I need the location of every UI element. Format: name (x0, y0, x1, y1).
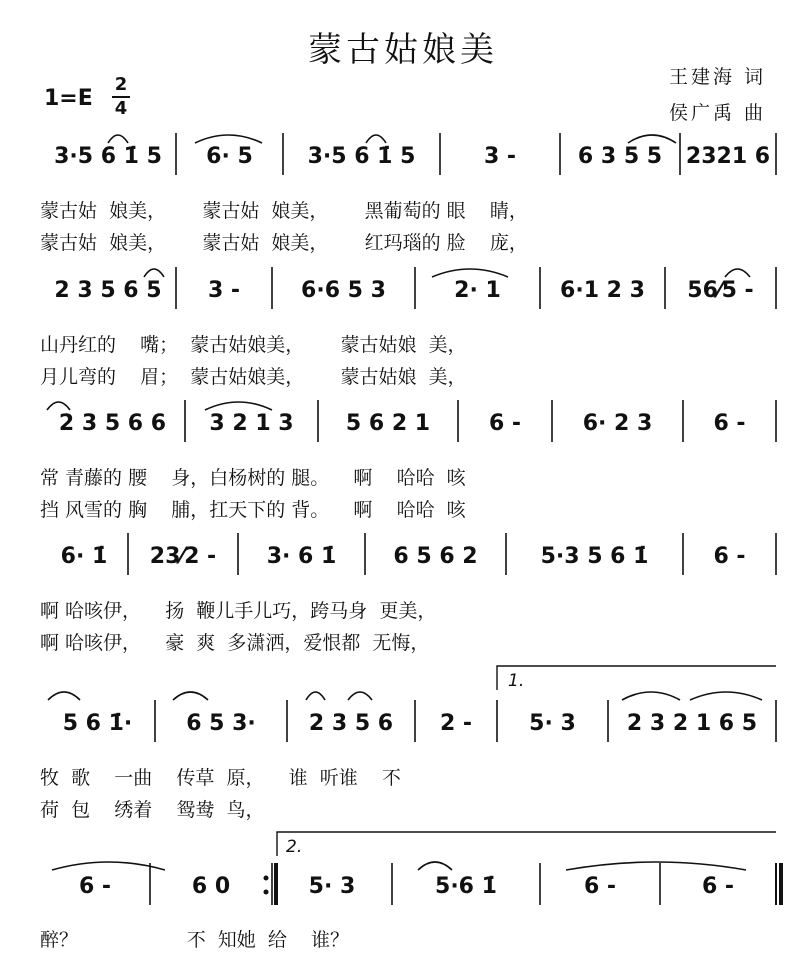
tie-arc (144, 269, 164, 277)
tie-arc (366, 135, 386, 143)
measure-notes: 6 3 5 5 (577, 144, 663, 169)
lyric-line: 醉？ 不 知她 给 谁？ (40, 929, 350, 951)
measure-notes: 56⁄5 - (687, 278, 754, 303)
measure-notes: 6 5 6 2 (393, 544, 478, 569)
measure-notes: 2· 1 (454, 278, 501, 303)
tie-arc (173, 692, 208, 700)
tie-arc (108, 135, 128, 143)
measure-notes: 5· 3 (308, 874, 356, 899)
tie-arc (628, 135, 676, 143)
tie-arc (52, 862, 165, 870)
lyric-line: 蒙古姑 娘美， 蒙古姑 娘美， 红玛瑙的 脸 庞， (40, 232, 528, 254)
repeat-dot (264, 890, 269, 895)
measure-notes: 2 3 5 6 5 (54, 278, 162, 303)
repeat-dot (264, 876, 269, 881)
time-signature-top: 2 (114, 74, 128, 95)
tie-arc (205, 402, 272, 410)
time-signature-bottom: 4 (112, 96, 130, 120)
measure-notes: 3 - (483, 144, 517, 169)
measure-notes: 3·5 6 1̇ 5 (54, 144, 162, 169)
measure-notes: 6 0 (191, 874, 231, 899)
measure-notes: 23⁄2 - (149, 544, 217, 569)
lyric-line: 月儿弯的 眉； 蒙古姑娘美， 蒙古姑娘 美， (40, 366, 467, 388)
song-title: 蒙古姑娘美 (308, 30, 498, 70)
volta-1-bracket (497, 666, 776, 690)
measure-notes: 5 6 1̇· (62, 711, 133, 736)
measure-notes: 2321 6 (685, 144, 771, 169)
lyric-line: 啊 哈咳伊， 扬 鞭儿手儿巧，跨马身 更美， (40, 600, 437, 622)
measure-notes: 6 - (713, 411, 746, 436)
measure-notes: 6·6 5 3 (301, 278, 386, 303)
measure-notes: 5 6 2 1 (345, 411, 431, 436)
measure-notes: 3·5 6 1̇ 5 (307, 144, 416, 169)
lyric-line: 山丹红的 嘴； 蒙古姑娘美， 蒙古姑娘 美， (40, 334, 467, 356)
measure-notes: 3 - (207, 278, 241, 303)
measure-notes: 6 - (78, 874, 112, 899)
measure-notes: 6· 2 3 (582, 411, 653, 436)
lyric-line: 蒙古姑 娘美， 蒙古姑 娘美， 黑葡萄的 眼 睛， (40, 200, 528, 222)
measure-notes: 2 - (439, 711, 473, 736)
measure-notes: 6 - (583, 874, 617, 899)
measure-notes: 6·1 2 3 (560, 278, 645, 303)
lyric-line: 常 青藤的 腰 身，白杨树的 腿。 啊 哈哈 咳 (40, 467, 466, 489)
volta-2-bracket (277, 832, 776, 856)
lyric-line: 荷 包 绣着 鸳鸯 鸟， (40, 799, 265, 821)
measure-notes: 6 - (488, 411, 522, 436)
tie-arc (348, 692, 372, 700)
tie-arc (195, 135, 262, 143)
tie-arc (725, 269, 750, 277)
measure-notes: 3 2 1 3 (209, 411, 294, 436)
measure-notes: 6 - (713, 544, 746, 569)
tie-arc (622, 692, 680, 700)
measure-notes: 5·6 1̇ (435, 874, 497, 899)
tie-arc (690, 692, 762, 700)
measure-notes: 6· 1̇ (60, 544, 108, 569)
lyric-line: 挡 风雪的 胸 脯，扛天下的 背。 啊 哈哈 咳 (40, 499, 466, 521)
tie-arc (566, 862, 746, 870)
lyric-line: 啊 哈咳伊， 豪 爽 多潇洒，爱恨都 无悔， (40, 632, 430, 654)
measure-notes: 5· 3 (529, 711, 576, 736)
measure-notes: 2 3 2 1 6 5 (626, 711, 758, 736)
tie-arc (47, 402, 70, 410)
lyric-line: 牧 歌 一曲 传草 原， 谁 听谁 不 (40, 767, 401, 789)
volta-1-label: 1. (508, 671, 525, 691)
tie-arc (432, 269, 508, 277)
tie-arc (306, 692, 325, 700)
tie-arc (48, 692, 80, 700)
composer-credit: 侯广禹 曲 (668, 102, 766, 124)
measure-notes: 5·3 5 6 1̇ (540, 544, 649, 569)
measure-notes: 2 3 5 6 (308, 711, 394, 736)
lyricist-credit: 王建海 词 (668, 66, 766, 88)
volta-2-label: 2. (286, 837, 303, 857)
measure-notes: 6 5 3· (186, 711, 256, 736)
measure-notes: 6 - (701, 874, 735, 899)
key-signature: 1=E (44, 86, 93, 111)
measure-notes: 2 3 5 6 6 (58, 411, 167, 436)
tie-arc (418, 862, 452, 870)
measure-notes: 6· 5 (206, 144, 253, 169)
measure-notes: 3· 6 1̇ (266, 544, 337, 569)
